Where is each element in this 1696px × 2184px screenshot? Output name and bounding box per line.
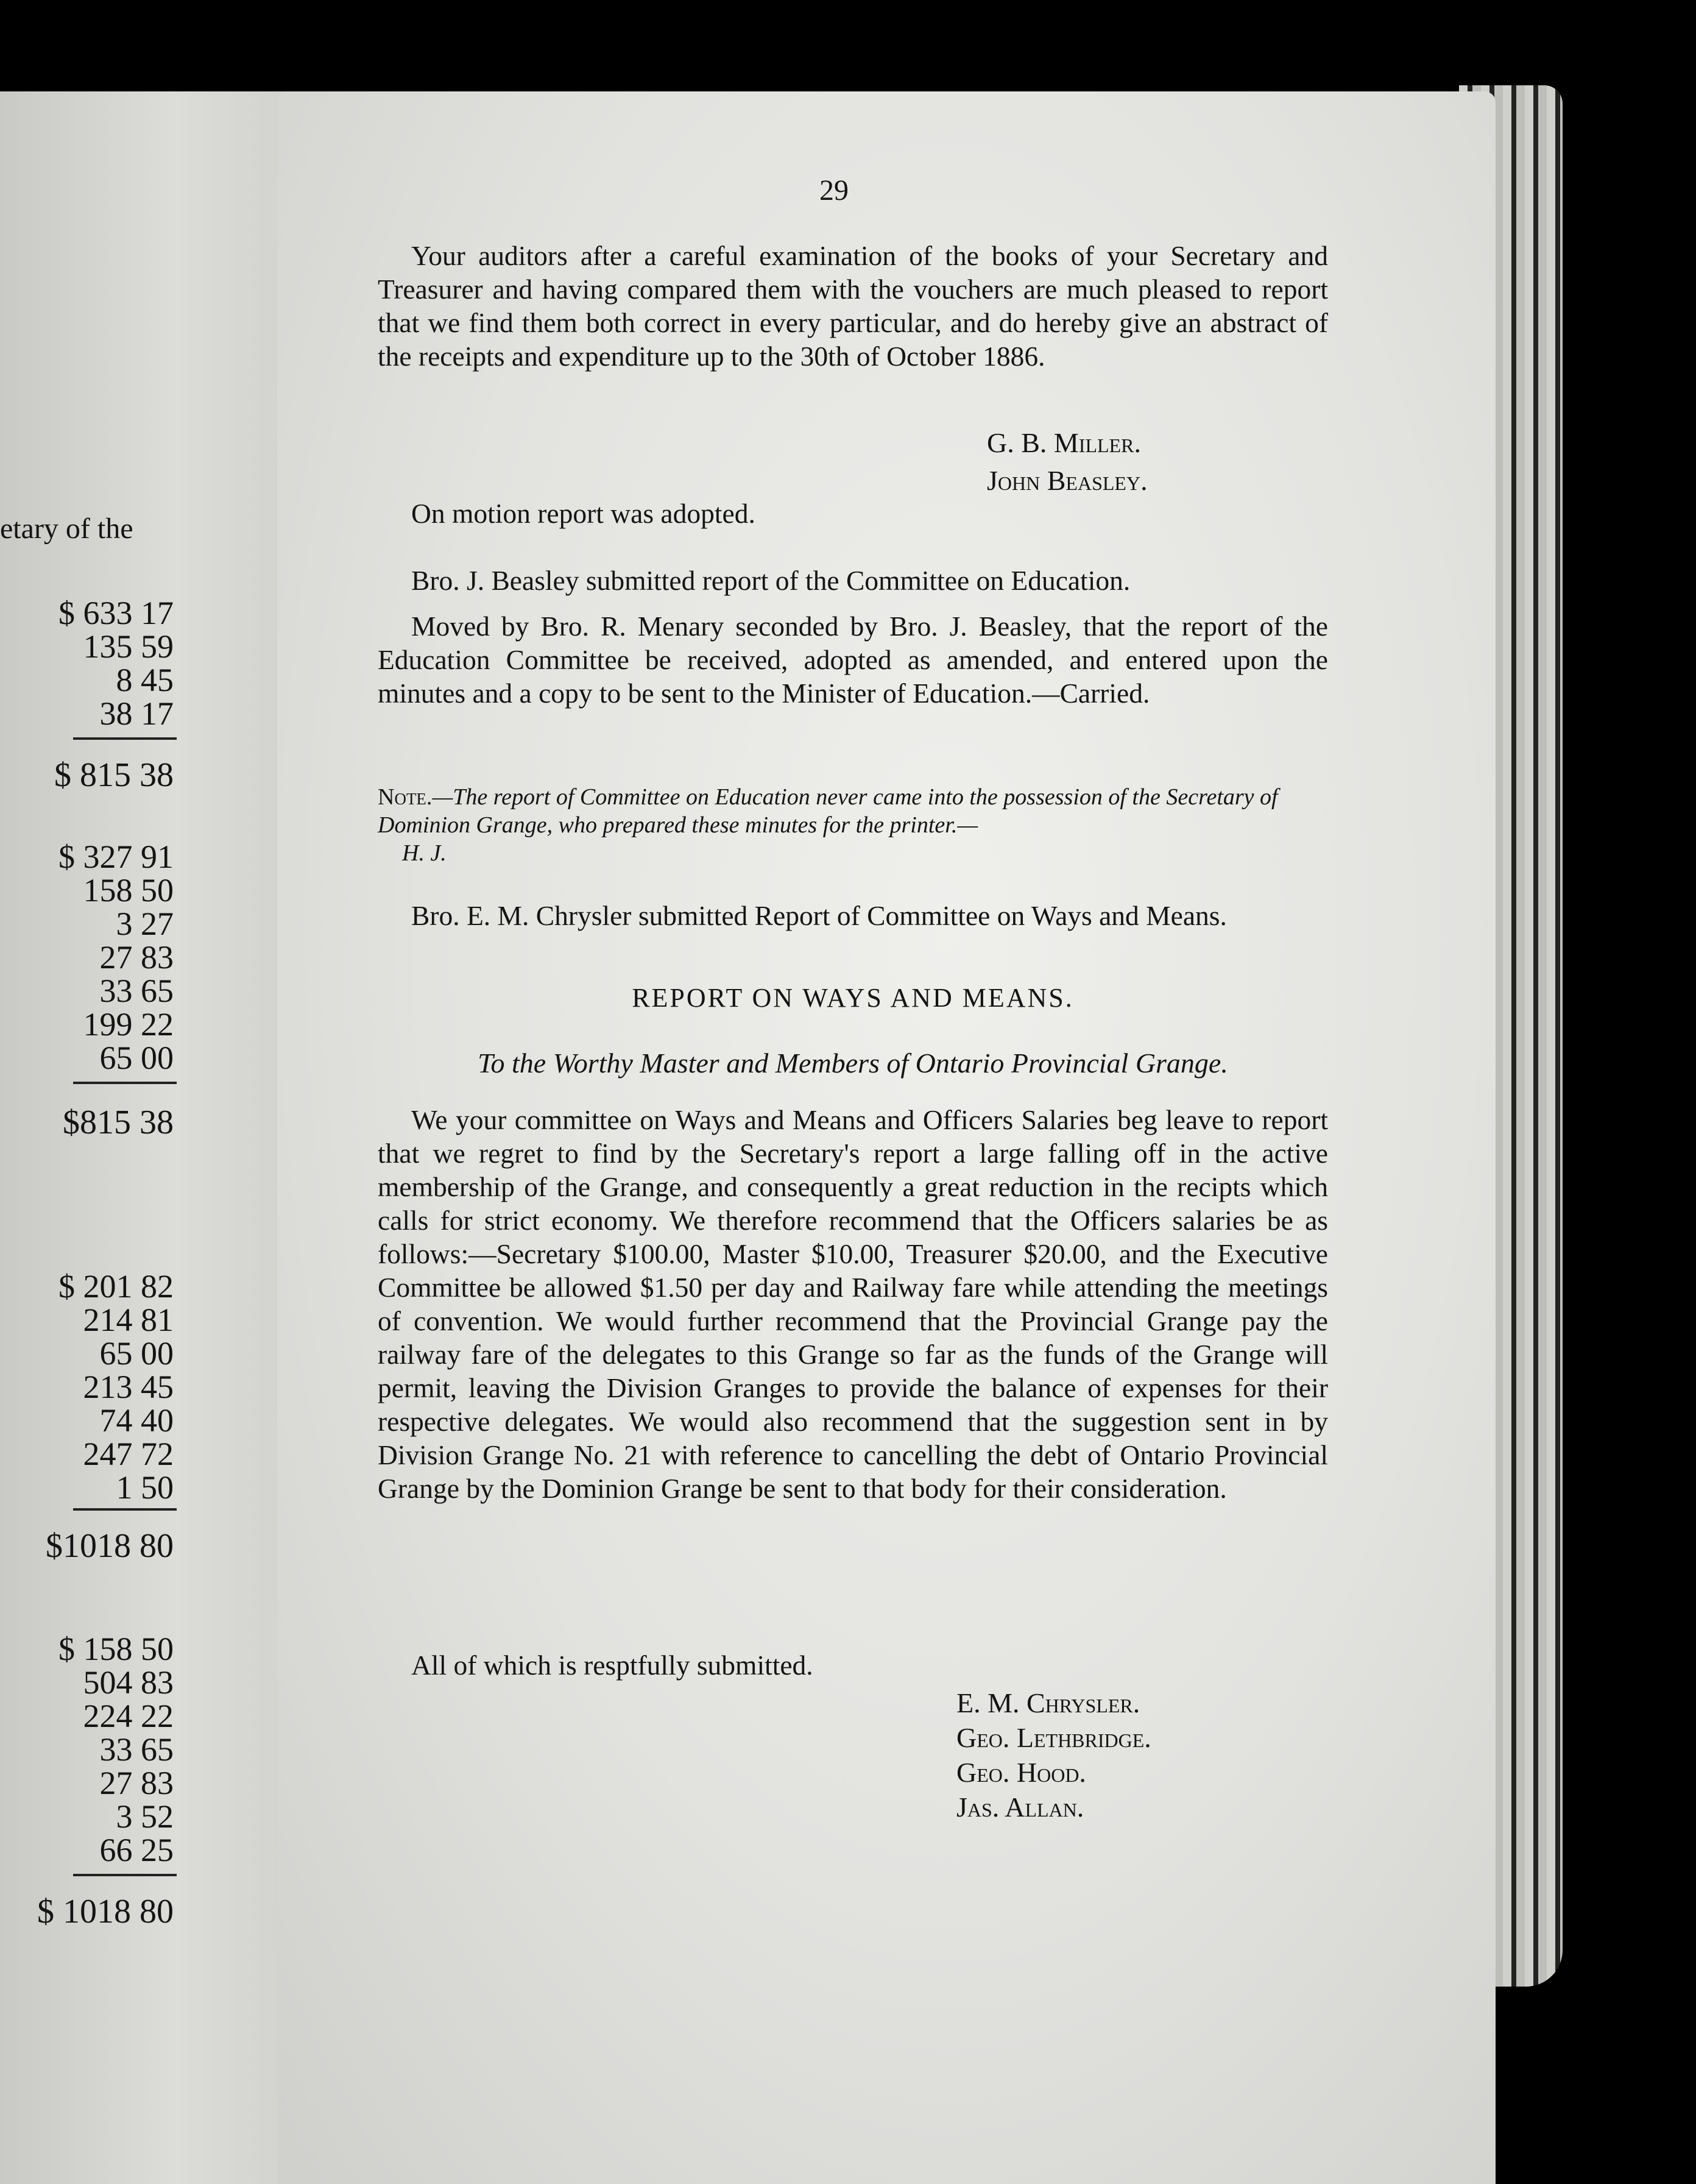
committee-signature: Geo. Lethbridge.: [956, 1722, 1151, 1753]
amount: 27 83: [99, 939, 174, 976]
amount: 214 81: [83, 1302, 174, 1338]
report-salutation: To the Worthy Master and Members of Ontario Provincial Grange.: [478, 1048, 1228, 1079]
amount: 3 52: [116, 1798, 174, 1835]
amount: 74 40: [99, 1402, 174, 1439]
left-page: [0, 91, 289, 2184]
moved-block: [378, 609, 1328, 710]
amount: 1 50: [116, 1469, 174, 1506]
amount: 224 22: [83, 1698, 174, 1734]
amount: $ 201 82: [58, 1268, 174, 1305]
chrysler-block: [378, 899, 1328, 932]
amount: 8 45: [116, 662, 174, 698]
amount: 199 22: [83, 1006, 174, 1043]
left-page-fragment: etary of the: [0, 512, 133, 545]
amount-total: $815 38: [63, 1104, 174, 1141]
motion-block: [378, 497, 1328, 530]
beasley-block: [378, 564, 1328, 597]
amount: $ 327 91: [58, 838, 174, 875]
amount: 504 83: [83, 1664, 174, 1701]
motion-text: On motion report was adopted.: [411, 498, 755, 529]
committee-signature: Geo. Hood.: [956, 1757, 1086, 1788]
amount: 3 27: [116, 906, 174, 942]
committee-paragraph: We your committee on Ways and Means and Officers Salaries beg leave to report that we regret to find by the Secretary's report a large falling off in the active membership of the Grange, and consequently a great reduction in the recipts which calls for strict economy. We therefore recommend that the Officers salaries be as follows:—Secretary $100.00, Master $10.00, Treasurer $20.00, and the Executive Committee be allowed $1.50 per day and Railway fare while attending the meetings of convention. We would further recommend that the Provincial Grange pay the railway fare of the delegates to this Grange so far as the funds of the Grange will permit, leaving the Division Granges to provide the balance of expenses for their respective delegates. We would also recommend that the suggestion sent in by Division Grange No. 21 with reference to cancelling the debt of Ontario Provincial Grange by the Dominion Grange be sent to that body for their consideration.: [378, 1104, 1328, 1504]
amount: 33 65: [99, 1731, 174, 1768]
committee-block: [378, 1103, 1328, 1505]
chrysler-paragraph: Bro. E. M. Chrysler submitted Report of Committee on Ways and Means.: [411, 900, 1227, 931]
sum-rule: [73, 1082, 177, 1084]
amount: 38 17: [99, 695, 174, 732]
amount: $ 158 50: [58, 1631, 174, 1667]
amount: 27 83: [99, 1765, 174, 1801]
auditors-paragraph: Your auditors after a careful examination of the books of your Secretary and Treasurer and having compared them with the vouchers are much pleased to report that we find them both correct in every particular, and do hereby give an abstract of the receipts and expenditure up to the 30th of October 1886.: [378, 240, 1328, 372]
closing-text: All of which is resptfully submitted.: [411, 1650, 813, 1681]
closing-block: [378, 1648, 1328, 1682]
committee-signature: E. M. Chrysler.: [956, 1687, 1140, 1718]
amount: 65 00: [99, 1335, 174, 1372]
amount: 66 25: [99, 1832, 174, 1868]
note-lead: Note.: [378, 784, 433, 810]
note-text: —The report of Committee on Education never came into the possession of the Secretary of Dominion Grange, who prepared these minutes for the printer.—: [378, 784, 1278, 838]
amount: 158 50: [83, 872, 174, 909]
auditors-paragraph-block: [378, 239, 1328, 373]
sum-rule: [73, 1508, 177, 1511]
note-sign: H. J.: [402, 840, 447, 866]
amount: 65 00: [99, 1040, 174, 1076]
amount-total: $ 1018 80: [37, 1893, 174, 1930]
sum-rule: [73, 737, 177, 740]
amount: 135 59: [83, 628, 174, 665]
sum-rule: [73, 1874, 177, 1876]
auditor-signature: G. B. Miller.: [987, 427, 1141, 458]
page-number: 29: [819, 174, 849, 207]
auditor-signature: John Beasley.: [987, 465, 1148, 496]
amount: $ 633 17: [58, 595, 174, 631]
amount: 213 45: [83, 1369, 174, 1405]
report-heading: REPORT ON WAYS AND MEANS.: [632, 983, 1074, 1013]
moved-paragraph: Moved by Bro. R. Menary seconded by Bro. J. Beasley, that the report of the Education Committee be received, adopted as amended, and entered upon the minutes and a copy to be sent to the Minister of Education.—Carried.: [378, 611, 1328, 709]
committee-signature: Jas. Allan.: [956, 1792, 1084, 1823]
amount-total: $ 815 38: [54, 756, 174, 794]
amount: 247 72: [83, 1436, 174, 1472]
beasley-paragraph: Bro. J. Beasley submitted report of the Committee on Education.: [411, 565, 1131, 596]
editor-note: [378, 783, 1328, 867]
amount: 33 65: [99, 973, 174, 1009]
amount-total: $1018 80: [46, 1527, 174, 1565]
